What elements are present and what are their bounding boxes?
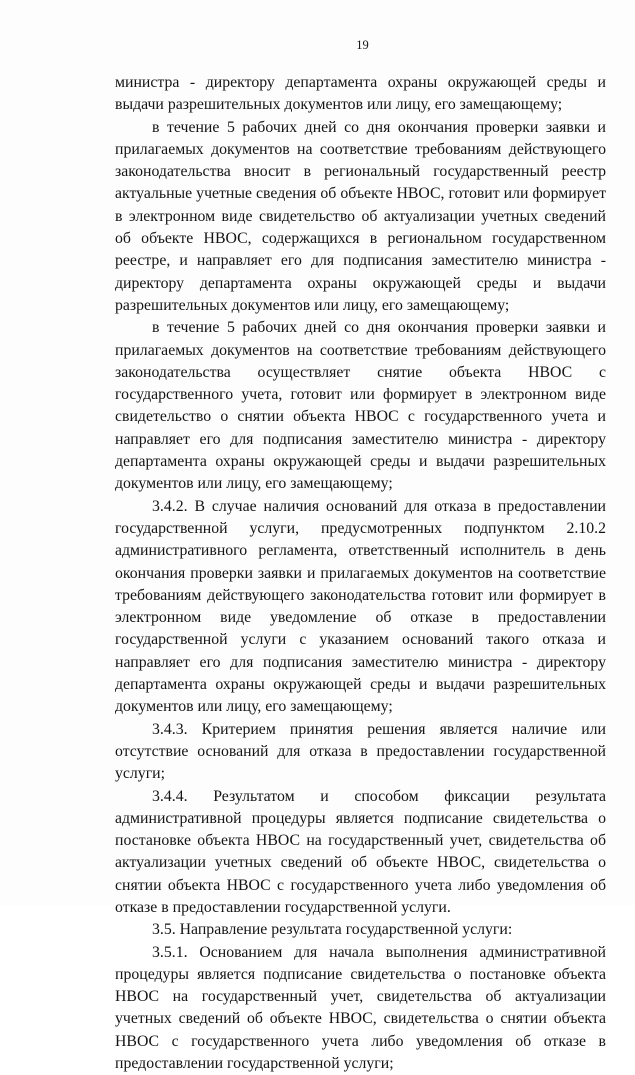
paragraph: 3.5.1. Основанием для начала выполнения административной процедуры является подписание свидетельства о постановке объекта НВОС на государственный учет, свидетельства об актуализации учетных сведений об объекте НВОС, свидетельства о снятии объекта НВОС с государственного учета либо уведомления об отказе в предоставлении государственной услуги; bbox=[115, 943, 606, 1073]
paragraph: в течение 5 рабочих дней со дня окончания проверки заявки и прилагаемых документов на соответствие требованиям действующего законодательства осуществляет снятие объекта НВОС с государственного учета, готовит или формирует в электронном виде свидетельство о снятии объекта НВОС с государственного учета и направляет его для подписания заместителю министра - директору департамента охраны окружающей среды и выдачи разрешительных документов или лицу, его замещающему; bbox=[115, 319, 606, 493]
document-body bbox=[115, 72, 606, 1075]
paragraph: в течение 5 рабочих дней со дня окончания проверки заявки и прилагаемых документов на соответствие требованиям действующего законодательства вносит в региональный государственный реестр актуальные учетные сведения об объекте НВОС, готовит или формирует в электронном виде свидетельство об актуализации учетных сведений об объекте НВОС, содержащихся в региональном государственном реестре, и направляет его для подписания заместителю министра - директору департамента охраны окружающей среды и выдачи разрешительных документов или лицу, его замещающему; bbox=[115, 118, 606, 314]
paragraph: министра - директору департамента охраны окружающей среды и выдачи разрешительных документов или лицу, его замещающему; bbox=[115, 74, 606, 114]
paragraph: 3.5. Направление результата государственной услуги: bbox=[152, 921, 513, 939]
paragraph: 3.4.3. Критерием принятия решения является наличие или отсутствие оснований для отказа в предоставлении государственной услуги; bbox=[115, 720, 606, 783]
paragraph: 3.4.2. В случае наличия оснований для отказа в предоставлении государственной услуги, предусмотренных подпунктом 2.10.2 административного регламента, ответственный исполнитель в день окончания проверки заявки и прилагаемых документов на соответствие требованиям действующего законодательства готовит или формирует в электронном виде уведомление об отказе в предоставлении государственной услуги с указанием оснований такого отказа и направляет его для подписания заместителю министра - директору департамента охраны окружающей среды и выдачи разрешительных документов или лицу, его замещающему; bbox=[115, 497, 606, 716]
paragraph: 3.4.4. Результатом и способом фиксации результата административной процедуры является подписание свидетельства о постановке объекта НВОС на государственный учет, свидетельства об актуализации учетных сведений об объекте НВОС, свидетельства о снятии объекта НВОС с государственного учета либо уведомления об отказе в предоставлении государственной услуги. bbox=[115, 787, 606, 916]
page-number: 19 bbox=[356, 38, 369, 52]
